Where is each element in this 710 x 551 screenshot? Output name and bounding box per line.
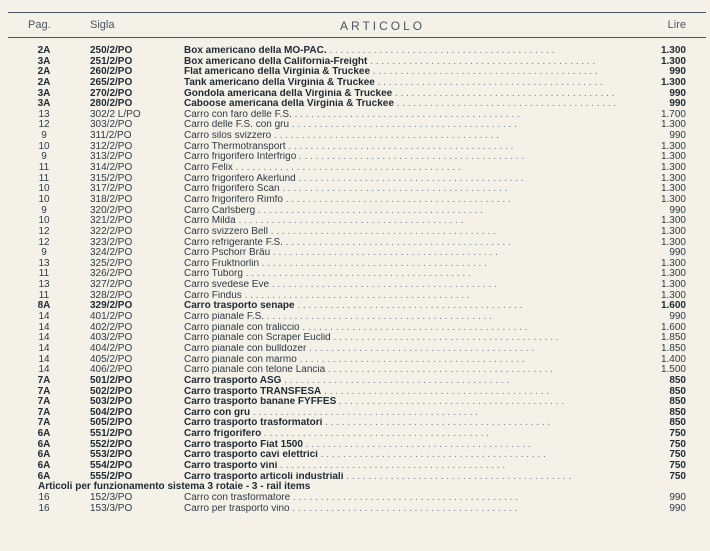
pag-cell: 14: [38, 321, 50, 333]
lire-cell: 850: [669, 385, 686, 397]
articolo-cell: Carro pianale F.S. . .: [184, 312, 616, 323]
lire-cell: 1.850: [660, 342, 686, 354]
pag-cell: 7A: [37, 374, 51, 386]
lire-cell: 850: [669, 417, 686, 429]
table-row: [0, 227, 710, 238]
articolo-cell: Carro trasporto cavi elettrici . .: [184, 450, 616, 461]
sigla-cell: 315/2/PO: [90, 172, 133, 184]
pag-cell: 9: [41, 151, 47, 163]
sigla-cell: 552/2/PO: [90, 438, 133, 450]
sigla-cell: 251/2/PO: [90, 55, 133, 67]
articolo-cell: Carro Carlsberg . .: [184, 206, 616, 217]
articolo-cell: Carro pianale con Scraper Euclid . .: [184, 333, 616, 344]
lire-cell: 990: [669, 87, 686, 99]
lire-cell: 990: [669, 204, 686, 216]
sigla-cell: 270/2/PO: [90, 87, 133, 99]
articolo-cell: Carro svizzero Bell . .: [184, 227, 616, 238]
pag-cell: 8A: [37, 300, 51, 312]
lire-cell: 990: [669, 98, 686, 110]
lire-cell: 750: [669, 449, 686, 461]
sigla-cell: 302/2 L/PO: [90, 108, 141, 120]
lire-cell: 990: [669, 66, 686, 78]
pag-cell: 9: [41, 130, 47, 142]
sigla-cell: 311/2/PO: [90, 130, 132, 142]
lire-cell: 750: [669, 428, 686, 440]
pag-cell: 14: [38, 342, 50, 354]
pag-cell: 7A: [37, 385, 51, 397]
pag-cell: 10: [38, 183, 50, 195]
articolo-cell: Carro Thermotransport . .: [184, 142, 616, 153]
header-rule: [8, 37, 706, 38]
articolo-cell: Carro silos svizzero . .: [184, 131, 616, 142]
pag-cell: 14: [38, 364, 50, 376]
sigla-cell: 313/2/PO: [90, 151, 133, 163]
articolo-cell: Carro frigorifero Akerlund . .: [184, 174, 616, 185]
sigla-cell: 153/3/PO: [90, 502, 133, 514]
sigla-cell: 554/2/PO: [90, 459, 133, 471]
table-row: [0, 195, 710, 206]
lire-cell: 1.600: [660, 300, 686, 312]
sigla-cell: 320/2/PO: [90, 204, 133, 216]
lire-cell: 1.300: [660, 225, 686, 237]
pag-cell: 2A: [37, 45, 51, 56]
lire-cell: 990: [669, 130, 686, 142]
section-title: Articoli per funzionamento sistema 3 rotaie - 3 - rail items: [38, 481, 311, 493]
articolo-cell: Carro svedese Eve . .: [184, 280, 616, 291]
header-articolo: ARTICOLO: [340, 19, 426, 33]
articolo-cell: Carro trasporto senape . .: [184, 301, 616, 312]
sigla-cell: 324/2/PO: [90, 247, 133, 259]
articolo-cell: Carro trasporto vini . .: [184, 461, 616, 472]
pag-cell: 9: [41, 247, 47, 259]
sigla-cell: 502/2/PO: [90, 385, 133, 397]
articolo-cell: Carro trasporto trasformatori . .: [184, 418, 616, 429]
articolo-cell: Carro con trasformatore . .: [184, 493, 616, 504]
lire-cell: 1.300: [660, 172, 686, 184]
pag-cell: 14: [38, 332, 50, 344]
pag-cell: 13: [38, 257, 50, 269]
articolo-cell: Carro frigorifero Rimfo . .: [184, 195, 616, 206]
articolo-cell: Carro pianale con telone Lancia . .: [184, 365, 616, 376]
lire-cell: 750: [669, 459, 686, 471]
sigla-cell: 406/2/PO: [90, 364, 133, 376]
articolo-cell: Box americano della California-Freight . .: [184, 57, 616, 68]
top-rule: [8, 12, 706, 13]
pag-cell: 16: [38, 502, 50, 514]
lire-cell: 1.600: [660, 321, 686, 333]
pag-cell: 7A: [37, 396, 51, 408]
header-lire: Lire: [667, 19, 686, 31]
sigla-cell: 553/2/PO: [90, 449, 133, 461]
lire-cell: 1.400: [660, 353, 686, 365]
articolo-cell: Carro pianale con marmo . .: [184, 355, 616, 366]
articolo-cell: Carro Tuborg . .: [184, 269, 616, 280]
pag-cell: 10: [38, 193, 50, 205]
pag-cell: 12: [38, 225, 50, 237]
articolo-cell: Gondola americana della Virginia & Truckee . .: [184, 89, 616, 100]
table-row: [0, 344, 710, 355]
sigla-cell: 314/2/PO: [90, 162, 133, 174]
articolo-cell: Carro delle F.S. con gru . .: [184, 120, 616, 131]
lire-cell: 1.500: [660, 364, 686, 376]
sigla-cell: 404/2/PO: [90, 342, 133, 354]
articolo-cell: Carro Pschorr Bräu . .: [184, 248, 616, 259]
articolo-cell: Carro Felix . .: [184, 163, 616, 174]
price-table: [0, 46, 710, 514]
articolo-cell: Carro trasporto banane FYFFES . .: [184, 397, 616, 408]
pag-cell: 6A: [37, 438, 51, 450]
lire-cell: 1.300: [660, 76, 686, 88]
lire-cell: 1.300: [660, 236, 686, 248]
pag-cell: 12: [38, 119, 50, 131]
lire-cell: 1.850: [660, 332, 686, 344]
pag-cell: 7A: [37, 406, 51, 418]
articolo-cell: Carro trasporto articoli industriali . .: [184, 472, 616, 483]
sigla-cell: 303/2/PO: [90, 119, 133, 131]
sigla-cell: 329/2/PO: [90, 300, 133, 312]
lire-cell: 1.300: [660, 55, 686, 67]
pag-cell: 6A: [37, 428, 51, 440]
header-sigla: Sigla: [90, 19, 115, 31]
lire-cell: 1.300: [660, 279, 686, 291]
sigla-cell: 555/2/PO: [90, 470, 133, 482]
lire-cell: 990: [669, 502, 686, 514]
pag-cell: 6A: [37, 449, 51, 461]
pag-cell: 3A: [37, 87, 51, 99]
pag-cell: 2A: [37, 76, 51, 88]
lire-cell: 990: [669, 247, 686, 259]
lire-cell: 1.300: [660, 289, 686, 301]
header-pag: Pag.: [28, 19, 51, 31]
lire-cell: 1.300: [660, 257, 686, 269]
lire-cell: 1.300: [660, 215, 686, 227]
sigla-cell: 551/2/PO: [90, 428, 133, 440]
articolo-cell: Carro refrigerante F.S. . .: [184, 238, 616, 249]
sigla-cell: 501/2/PO: [90, 374, 133, 386]
lire-cell: 1.300: [660, 183, 686, 195]
sigla-cell: 401/2/PO: [90, 311, 133, 323]
articolo-cell: Carro frigorifero . .: [184, 429, 616, 440]
table-row: [0, 78, 710, 89]
sigla-cell: 280/2/PO: [90, 98, 133, 110]
sigla-cell: 152/3/PO: [90, 491, 133, 503]
articolo-cell: Carro trasporto TRANSFESA . .: [184, 387, 616, 398]
sigla-cell: 322/2/PO: [90, 225, 133, 237]
sigla-cell: 323/2/PO: [90, 236, 133, 248]
pag-cell: 13: [38, 108, 50, 120]
table-row: [0, 504, 710, 515]
sigla-cell: 260/2/PO: [90, 66, 133, 78]
lire-cell: 850: [669, 406, 686, 418]
pag-cell: 11: [38, 268, 50, 280]
articolo-cell: Carro Findus . .: [184, 291, 616, 302]
table-row: [0, 493, 710, 504]
pag-cell: 9: [41, 204, 47, 216]
articolo-cell: Carro frigorifero Interfrigo . .: [184, 152, 616, 163]
pag-cell: 14: [38, 311, 50, 323]
sigla-cell: 318/2/PO: [90, 193, 133, 205]
pag-cell: 13: [38, 279, 50, 291]
lire-cell: 1.300: [660, 268, 686, 280]
sigla-cell: 403/2/PO: [90, 332, 133, 344]
pag-cell: 6A: [37, 459, 51, 471]
articolo-cell: Box americano della MO-PAC. . .: [184, 46, 616, 57]
sigla-cell: 326/2/PO: [90, 268, 133, 280]
articolo-cell: Carro pianale con traliccio . .: [184, 323, 616, 334]
pag-cell: 14: [38, 353, 50, 365]
pag-cell: 10: [38, 140, 50, 152]
articolo-cell: Tank americano della Virginia & Truckee . .: [184, 78, 616, 89]
articolo-cell: Carro trasporto ASG . .: [184, 376, 616, 387]
articolo-cell: Carro frigorifero Scan . .: [184, 184, 616, 195]
lire-cell: 1.300: [660, 193, 686, 205]
pag-cell: 11: [38, 172, 50, 184]
sigla-cell: 503/2/PO: [90, 396, 133, 408]
sigla-cell: 317/2/PO: [90, 183, 133, 195]
articolo-cell: Carro pianale con bulldozer . .: [184, 344, 616, 355]
articolo-cell: Carro trasporto Fiat 1500 . .: [184, 440, 616, 451]
sigla-cell: 504/2/PO: [90, 406, 133, 418]
sigla-cell: 405/2/PO: [90, 353, 133, 365]
sigla-cell: 250/2/PO: [90, 45, 133, 56]
sigla-cell: 265/2/PO: [90, 76, 133, 88]
lire-cell: 1.300: [660, 140, 686, 152]
pag-cell: 12: [38, 236, 50, 248]
sigla-cell: 312/2/PO: [90, 140, 133, 152]
articolo-cell: Flat americano della Virginia & Truckee . .: [184, 67, 616, 78]
lire-cell: 1.300: [660, 119, 686, 131]
pag-cell: 3A: [37, 55, 51, 67]
sigla-cell: 328/2/PO: [90, 289, 133, 301]
pag-cell: 6A: [37, 470, 51, 482]
table-row: [0, 376, 710, 387]
pag-cell: 2A: [37, 66, 51, 78]
articolo-cell: Caboose americana della Virginia & Truckee . .: [184, 99, 616, 110]
lire-cell: 1.300: [660, 45, 686, 56]
sigla-cell: 325/2/PO: [90, 257, 133, 269]
articolo-cell: Carro Milda . .: [184, 216, 616, 227]
sigla-cell: 505/2/PO: [90, 417, 133, 429]
pag-cell: 7A: [37, 417, 51, 429]
lire-cell: 1.300: [660, 151, 686, 163]
pag-cell: 16: [38, 491, 50, 503]
sigla-cell: 402/2/PO: [90, 321, 133, 333]
lire-cell: 990: [669, 491, 686, 503]
lire-cell: 750: [669, 438, 686, 450]
lire-cell: 1.700: [660, 108, 686, 120]
sigla-cell: 327/2/PO: [90, 279, 133, 291]
pag-cell: 10: [38, 215, 50, 227]
lire-cell: 1.300: [660, 162, 686, 174]
pag-cell: 11: [38, 162, 50, 174]
articolo-cell: Carro per trasporto vino . .: [184, 504, 616, 515]
articolo-cell: Carro Fruktnorlin . .: [184, 259, 616, 270]
lire-cell: 990: [669, 311, 686, 323]
lire-cell: 850: [669, 396, 686, 408]
articolo-cell: Carro con faro delle F.S. . .: [184, 110, 616, 121]
articolo-cell: Carro con gru . .: [184, 408, 616, 419]
pag-cell: 3A: [37, 98, 51, 110]
lire-cell: 850: [669, 374, 686, 386]
lire-cell: 750: [669, 470, 686, 482]
sigla-cell: 321/2/PO: [90, 215, 133, 227]
pag-cell: 11: [38, 289, 50, 301]
